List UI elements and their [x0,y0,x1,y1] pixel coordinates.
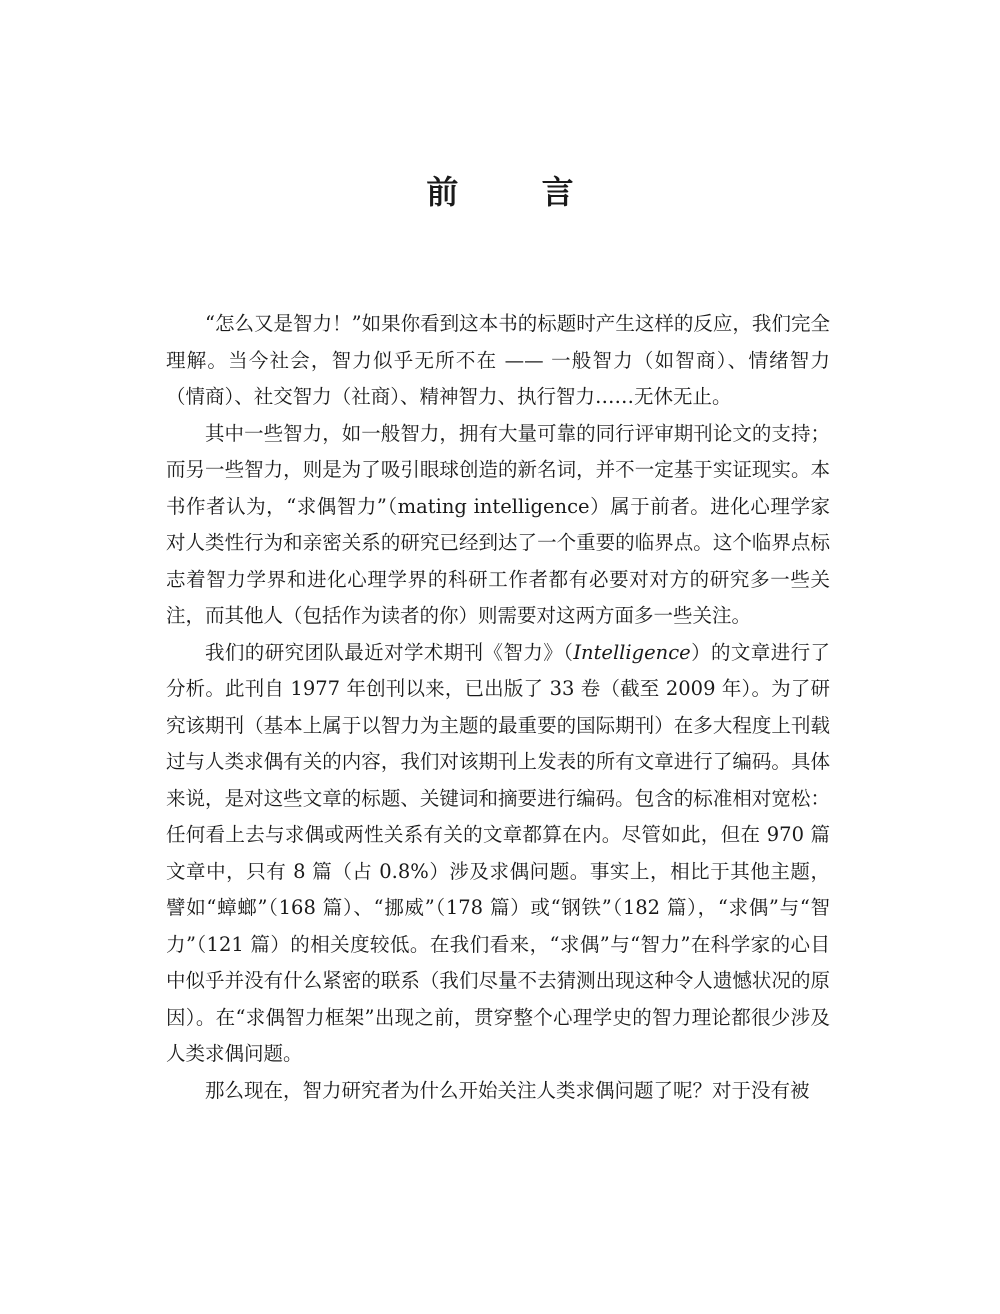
journal-name-italic: Intelligence [573,640,691,664]
paragraph-4: 那么现在，智力研究者为什么开始关注人类求偶问题了呢？对于没有被 [205,1078,810,1102]
paragraph-3-after: ）的文章进行了分析。此刊自 1977 年创刊以来，已出版了 33 卷（截至 2009 年）。为了研究该期刊（基本上属于以智力为主题的最重要的国际期刊）在多大程度上刊载过与人类求偶有关的内容，我们对该期刊上发表的所有文章进行了编码。具体来说，是对这些文章的标题、关键词和摘要进行编码。包含的标准相对宽松：任何看上去与求偶或两性关系有关的文章都算在内。尽管如此，但在 970 篇文章中，只有 8 篇（占 0.8%）涉及求偶问题。事实上，相比于其他主题，譬如“蟑螂”（168 篇）、“挪威”（178 篇）或“钢铁”（182 篇），“求偶”与“智力”（121 篇）的相关度较低。在我们看来，“求偶”与“智力”在科学家的心目中似乎并没有什么紧密的联系（我们尽量不去猜测出现这种令人遗憾状况的原因）。在“求偶智力框架”出现之前，贯穿整个心理学史的智力理论都很少涉及人类求偶问题。 [166,640,830,1065]
page-title: 前 言 [426,173,610,211]
paragraph-1: “怎么又是智力！”如果你看到这本书的标题时产生这样的反应，我们完全理解。当今社会，智力似乎无所不在 —— 一般智力（如智商）、情绪智力（情商）、社交智力（社商）、精神智力、执行智力……无休无止。 [166,312,830,408]
paragraph-2: 其中一些智力，如一般智力，拥有大量可靠的同行评审期刊论文的支持；而另一些智力，则是为了吸引眼球创造的新名词，并不一定基于实证现实。本书作者认为，“求偶智力”（mating intelligence）属于前者。进化心理学家对人类性行为和亲密关系的研究已经到达了一个重要的临界点。这个临界点标志着智力学界和进化心理学界的科研工作者都有必要对对方的研究多一些关注，而其他人（包括作为读者的你）则需要对这两方面多一些关注。 [166,421,830,627]
paragraph-3-before: 我们的研究团队最近对学术期刊《智力》（ [205,640,574,664]
body-text [166,306,830,1109]
paragraph-3 [166,635,830,1073]
